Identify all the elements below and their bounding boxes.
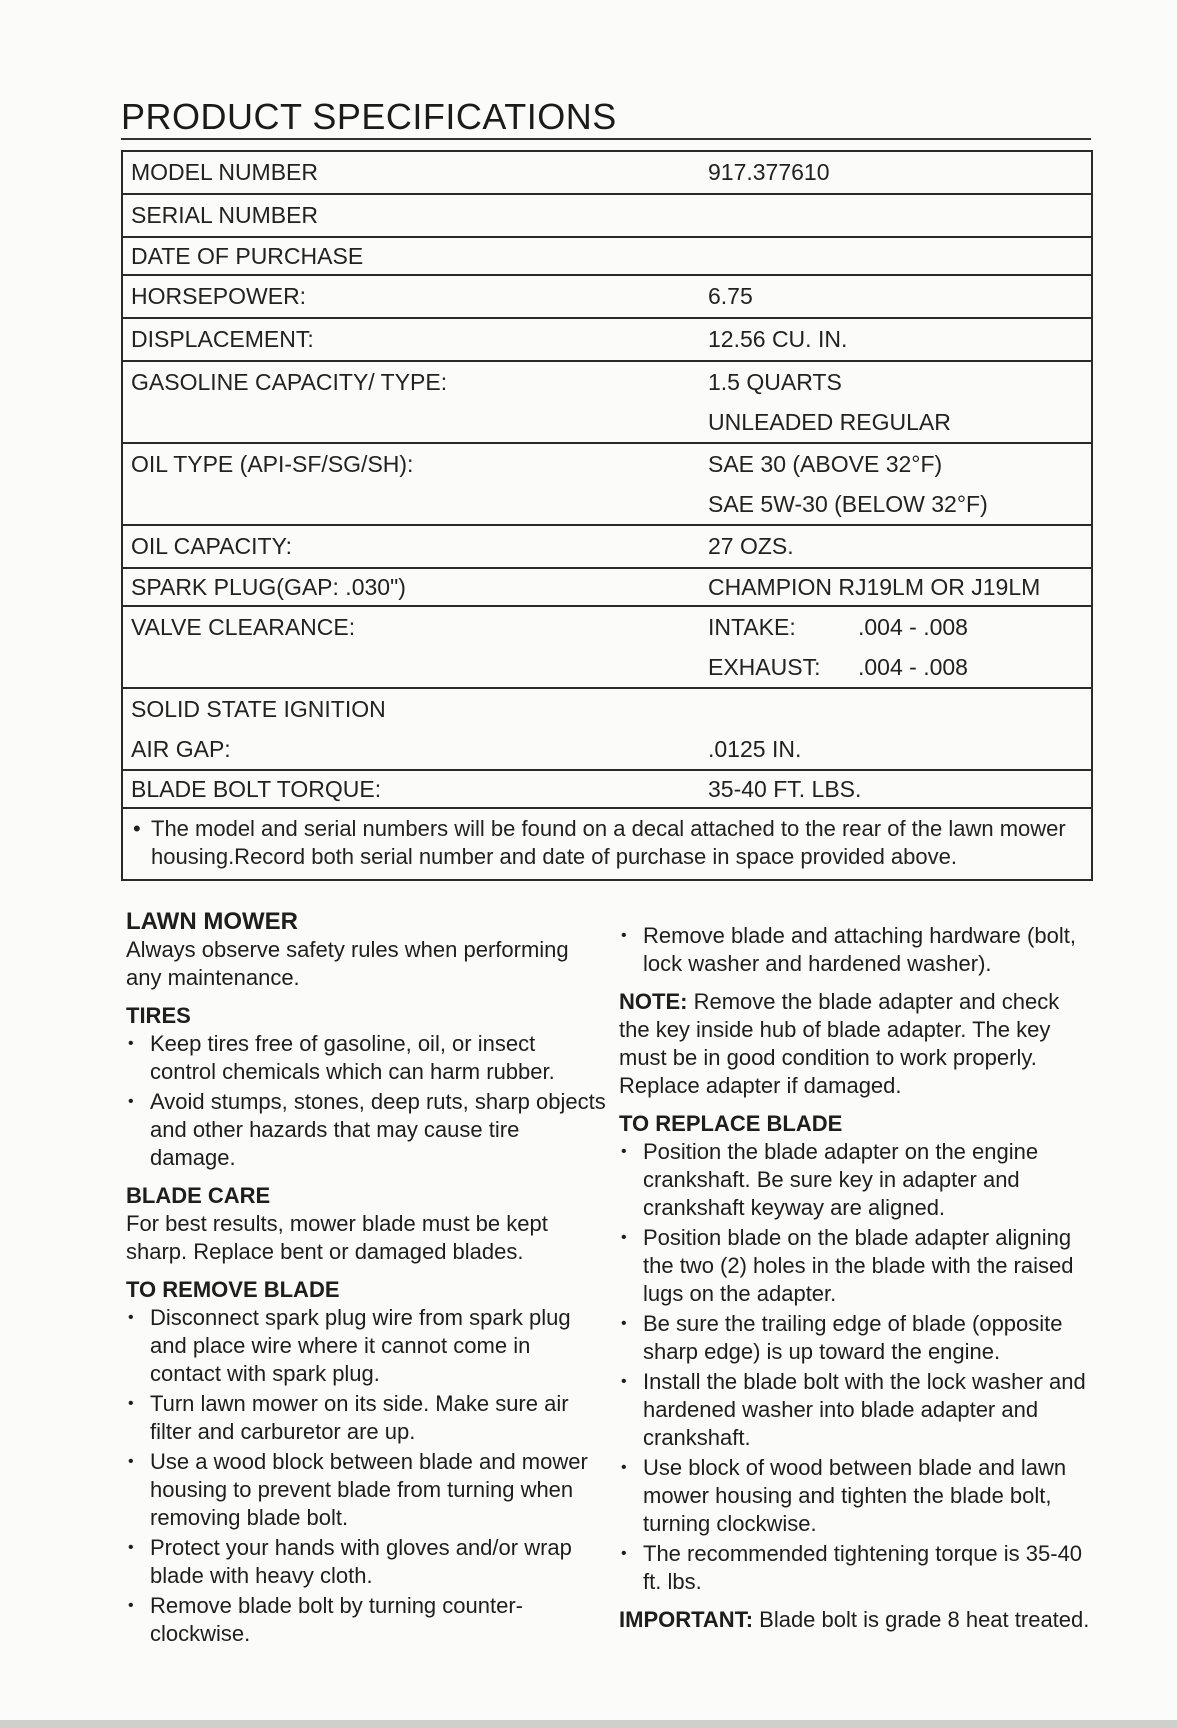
spec-value: 35-40 FT. LBS.	[708, 775, 862, 802]
spec-row-oil-capacity	[123, 526, 1091, 569]
bullet: •	[128, 1597, 134, 1614]
spec-label: HORSEPOWER:	[131, 283, 307, 309]
spec-value	[708, 614, 1091, 641]
list-item	[619, 1310, 1091, 1366]
list-item-text: Position blade on the blade adapter aligning the two (2) holes in the blade with the raised lugs on the adapter.	[643, 1225, 1074, 1306]
important-label: IMPORTANT:	[619, 1607, 754, 1632]
list-item	[126, 1390, 606, 1446]
heading-remove-blade: TO REMOVE BLADE	[126, 1277, 340, 1302]
remove-list	[126, 1304, 606, 1648]
spec-label: DISPLACEMENT:	[131, 326, 314, 352]
bullet: •	[621, 927, 627, 944]
note-paragraph	[619, 988, 1091, 1100]
bullet: •	[621, 1545, 627, 1562]
page-edge	[0, 1720, 1177, 1728]
spec-label: VALVE CLEARANCE:	[131, 613, 356, 640]
spec-value: 12.56 CU. IN.	[708, 326, 848, 352]
spec-row-oil-type	[123, 444, 1091, 526]
title-rule	[121, 138, 1091, 140]
spec-label: SOLID STATE IGNITION	[131, 695, 386, 722]
list-item-text: Keep tires free of gasoline, oil, or insect control chemicals which can harm rubber.	[150, 1031, 555, 1084]
spec-value: 917.377610	[708, 159, 830, 185]
intro-text: Always observe safety rules when performing any maintenance.	[126, 937, 569, 990]
spec-value: SAE 5W-30 (BELOW 32°F)	[708, 490, 988, 517]
list-item	[126, 1304, 606, 1388]
bullet: •	[128, 1309, 134, 1326]
spec-label: BLADE BOLT TORQUE:	[131, 775, 382, 802]
list-item	[126, 1448, 606, 1532]
list-item-text: Be sure the trailing edge of blade (opposite sharp edge) is up toward the engine.	[643, 1311, 1063, 1364]
bullet: •	[128, 1453, 134, 1470]
list-item-text: The recommended tightening torque is 35-40 ft. lbs.	[643, 1541, 1083, 1594]
bullet: •	[128, 1395, 134, 1412]
list-item-text: Remove blade bolt by turning counter-clockwise.	[150, 1593, 523, 1646]
list-item	[619, 1368, 1091, 1452]
spec-row-gasoline	[123, 362, 1091, 444]
spec-value: .0125 IN.	[708, 735, 802, 762]
list-item-text: Position the blade adapter on the engine crankshaft. Be sure key in adapter and crankshaft keyway are aligned.	[643, 1139, 1039, 1220]
spec-label: OIL TYPE (API-SF/SG/SH):	[131, 450, 414, 477]
tires-list	[126, 1030, 606, 1172]
important-paragraph	[619, 1606, 1091, 1634]
bullet: •	[621, 1143, 627, 1160]
list-item	[126, 1534, 606, 1590]
list-item	[619, 1454, 1091, 1538]
note-text: The model and serial numbers will be found on a decal attached to the rear of the lawn mower housing.Record both serial number and date of purchase in space provided above.	[151, 816, 1066, 869]
bullet: •	[621, 1229, 627, 1246]
note-label: NOTE:	[619, 989, 688, 1014]
spec-row-torque	[123, 771, 1091, 809]
list-item-text: Use a wood block between blade and mower housing to prevent blade from turning when removing blade bolt.	[150, 1449, 588, 1530]
spec-label: OIL CAPACITY:	[131, 533, 293, 559]
list-item	[619, 1224, 1091, 1308]
right-column	[619, 922, 1091, 1644]
list-item-text: Install the blade bolt with the lock washer and hardened washer into blade adapter and crankshaft.	[643, 1369, 1086, 1450]
list-item-text: Remove blade and attaching hardware (bolt, lock washer and hardened washer).	[643, 923, 1076, 976]
spec-row-spark-plug	[123, 569, 1091, 607]
bullet: •	[133, 816, 141, 841]
spec-note	[123, 809, 1091, 881]
bullet: •	[621, 1315, 627, 1332]
heading-replace-blade: TO REPLACE BLADE	[619, 1111, 843, 1136]
heading-tires: TIRES	[126, 1003, 191, 1028]
spec-row-horsepower	[123, 276, 1091, 319]
bullet: •	[621, 1459, 627, 1476]
remove-list-continued	[619, 922, 1091, 978]
spec-row-displacement	[123, 319, 1091, 362]
spec-value: UNLEADED REGULAR	[708, 408, 951, 435]
heading-blade-care: BLADE CARE	[126, 1183, 271, 1208]
spec-row-date	[123, 238, 1091, 276]
spec-label: SPARK PLUG(GAP: .030")	[131, 573, 406, 600]
list-item	[619, 922, 1091, 978]
spec-label: DATE OF PURCHASE	[131, 242, 364, 269]
spec-value: 1.5 QUARTS	[708, 368, 842, 395]
list-item	[619, 1138, 1091, 1222]
bullet: •	[621, 1373, 627, 1390]
spec-label: MODEL NUMBER	[131, 159, 318, 185]
bullet: •	[128, 1539, 134, 1556]
valve-intake-value: .004 - .008	[858, 613, 968, 640]
spec-label: GASOLINE CAPACITY/ TYPE:	[131, 368, 448, 395]
list-item-text: Turn lawn mower on its side. Make sure air filter and carburetor are up.	[150, 1391, 569, 1444]
spec-label: AIR GAP:	[131, 735, 231, 762]
valve-intake-label: INTAKE:	[708, 613, 796, 640]
list-item	[126, 1030, 606, 1086]
spec-row-model	[123, 152, 1091, 195]
section-heading-lawn-mower: LAWN MOWER	[126, 908, 298, 935]
list-item	[126, 1592, 606, 1648]
list-item	[126, 1088, 606, 1172]
spec-row-serial	[123, 195, 1091, 238]
valve-exhaust-label: EXHAUST:	[708, 653, 821, 680]
spec-row-ignition	[123, 689, 1091, 771]
replace-list	[619, 1138, 1091, 1596]
left-column	[126, 908, 606, 1658]
page-title: PRODUCT SPECIFICATIONS	[121, 96, 617, 137]
spec-value	[708, 654, 1091, 681]
blade-care-text: For best results, mower blade must be kept sharp. Replace bent or damaged blades.	[126, 1211, 548, 1264]
bullet: •	[128, 1035, 134, 1052]
note-paragraph-text: Remove the blade adapter and check the key inside hub of blade adapter. The key must be in good condition to work properly. Replace adapter if damaged.	[619, 989, 1060, 1098]
spec-value: SAE 30 (ABOVE 32°F)	[708, 450, 943, 477]
spec-value: CHAMPION RJ19LM OR J19LM	[708, 573, 1041, 600]
bullet: •	[128, 1093, 134, 1110]
valve-exhaust-value: .004 - .008	[858, 653, 968, 680]
list-item-text: Disconnect spark plug wire from spark plug and place wire where it cannot come in contact with spark plug.	[150, 1305, 571, 1386]
spec-label: SERIAL NUMBER	[131, 202, 319, 228]
list-item-text: Avoid stumps, stones, deep ruts, sharp objects and other hazards that may cause tire damage.	[150, 1089, 606, 1170]
spec-value: 6.75	[708, 283, 753, 309]
list-item	[619, 1540, 1091, 1596]
spec-table	[121, 150, 1093, 881]
list-item-text: Protect your hands with gloves and/or wrap blade with heavy cloth.	[150, 1535, 572, 1588]
spec-value: 27 OZS.	[708, 533, 794, 559]
list-item-text: Use block of wood between blade and lawn mower housing and tighten the blade bolt, turning clockwise.	[643, 1455, 1067, 1536]
spec-row-valve	[123, 607, 1091, 689]
important-text: Blade bolt is grade 8 heat treated.	[753, 1607, 1090, 1632]
